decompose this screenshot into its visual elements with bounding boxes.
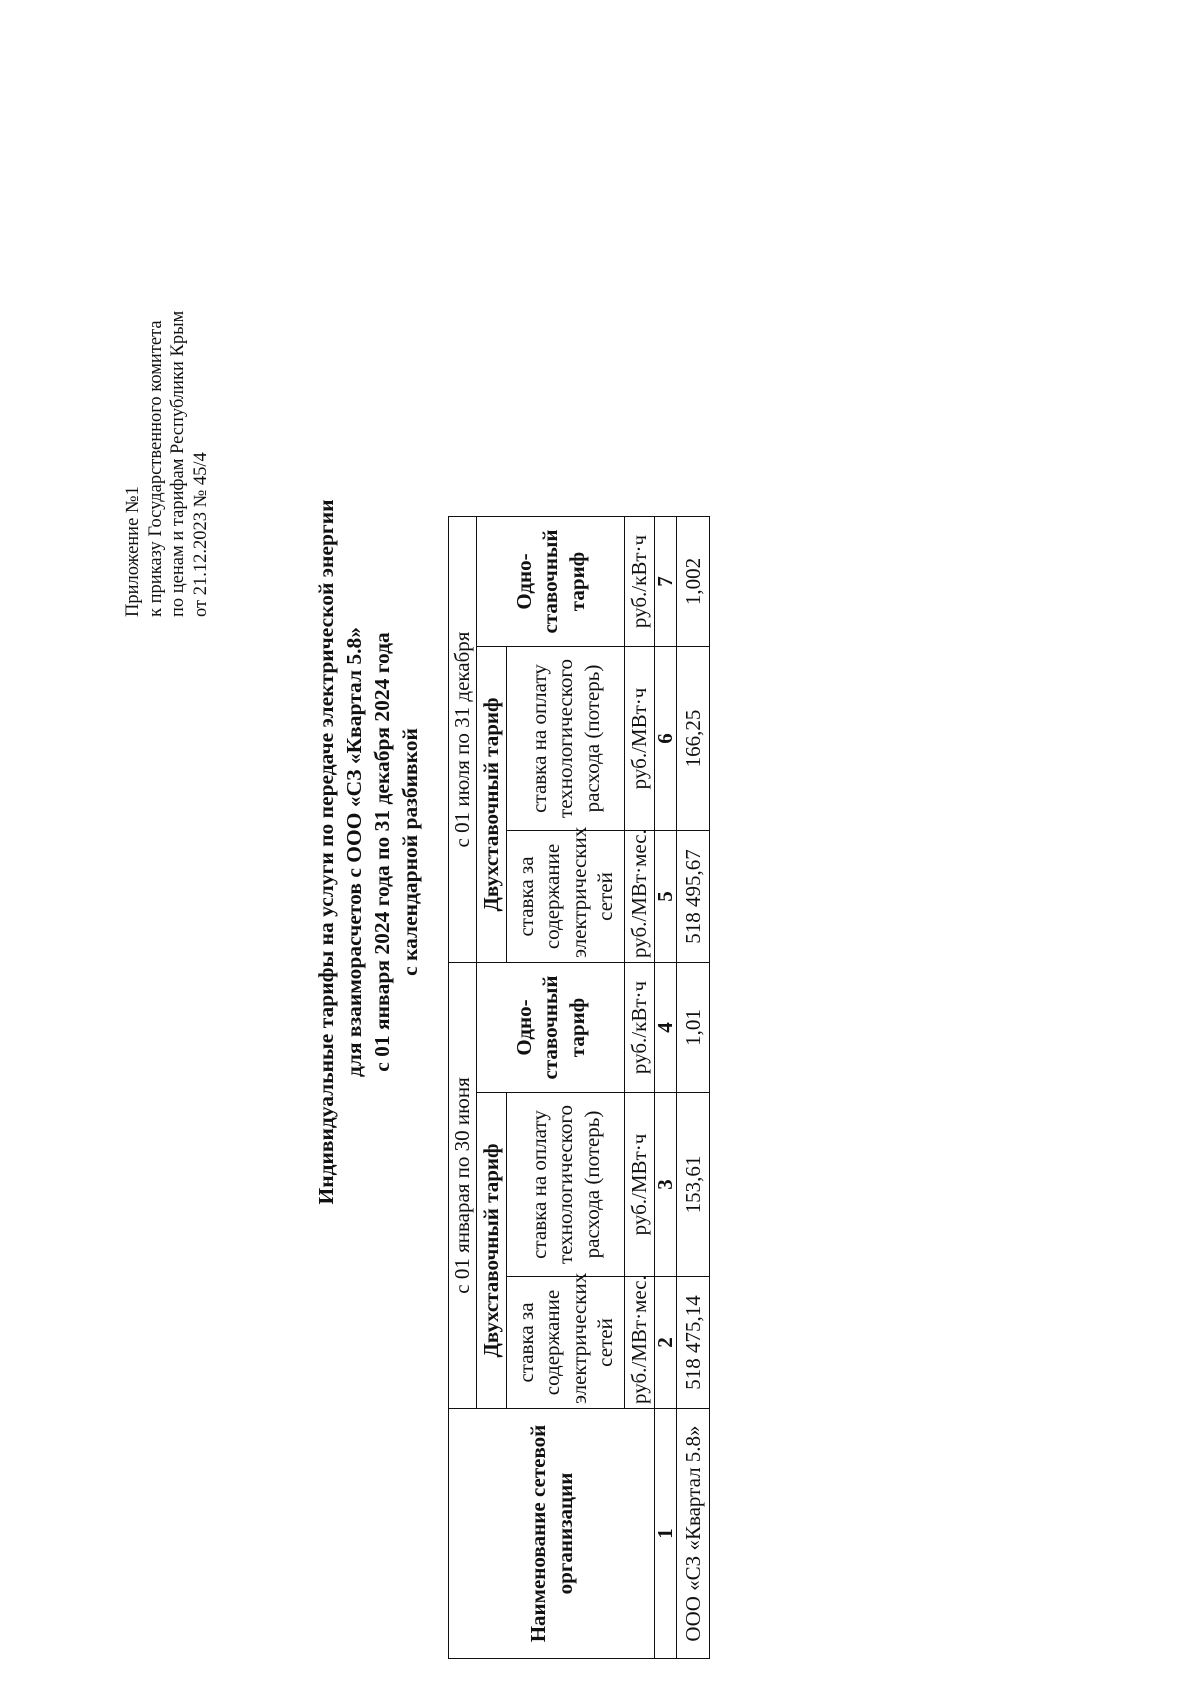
header-period-first-half: с 01 январая по 30 июня [449, 962, 477, 1408]
header-rate-maintenance-first: ставка за содержание электрических сетей [507, 1277, 625, 1409]
title-line: с календарной разбивкой [398, 728, 423, 976]
unit-cell: руб./кВт·ч [625, 516, 655, 646]
column-number: 3 [655, 1093, 677, 1277]
header-rate-losses-second: ставка на оплату технологического расхода (потерь) [507, 646, 625, 830]
header-two-rate-second: Двухставочный тариф [477, 646, 507, 962]
header-two-rate-first: Двухставочный тариф [477, 1093, 507, 1409]
appendix-block [122, 311, 212, 617]
header-one-rate-second: Одно-ставочный тариф [477, 516, 625, 646]
column-number: 1 [655, 1409, 677, 1659]
value-cell: 153,61 [677, 1093, 710, 1277]
unit-cell: руб./МВт·мес. [625, 830, 655, 962]
column-number: 6 [655, 646, 677, 830]
unit-cell: руб./МВт·мес. [625, 1277, 655, 1409]
value-cell: 1,002 [677, 516, 710, 646]
title-line: Индивидуальные тарифы на услуги по передаче электрической энергии [314, 499, 338, 1205]
header-rate-losses-first: ставка на оплату технологического расхода (потерь) [507, 1093, 625, 1277]
value-cell: 518 475,14 [677, 1277, 710, 1409]
value-cell: 1,01 [677, 962, 710, 1092]
header-period-second-half: с 01 июля по 31 декабря [449, 516, 477, 962]
appendix-line: Приложение №1 [123, 486, 143, 617]
header-one-rate-first: Одно-ставочный тариф [477, 962, 625, 1092]
column-number: 5 [655, 830, 677, 962]
column-number: 4 [655, 962, 677, 1092]
unit-cell: руб./МВт·ч [625, 1093, 655, 1277]
title-line: с 01 января 2024 года по 31 декабря 2024 года [370, 632, 395, 1072]
value-cell: 166,25 [677, 646, 710, 830]
unit-cell: руб./кВт·ч [625, 962, 655, 1092]
column-number: 7 [655, 516, 677, 646]
document-title [312, 352, 425, 1352]
unit-cell: руб./МВт·ч [625, 646, 655, 830]
appendix-line: к приказу Государственного комитета [145, 320, 166, 617]
appendix-line: от 21.12.2023 № 45/4 [190, 452, 211, 617]
tariff-table [448, 98, 710, 1659]
appendix-line: по ценам и тарифам Республики Крым [168, 310, 189, 617]
value-cell: 518 495,67 [677, 830, 710, 962]
header-rate-maintenance-second: ставка за содержание электрических сетей [507, 830, 625, 962]
header-organization-name: Наименование сетевой организации [449, 1409, 655, 1659]
title-line: для взаиморасчетов с ООО «СЗ «Квартал 5.8» [342, 626, 367, 1078]
organization-name-cell: ООО «СЗ «Квартал 5.8» [677, 1409, 710, 1659]
column-number: 2 [655, 1277, 677, 1409]
blank-area [449, 98, 710, 516]
